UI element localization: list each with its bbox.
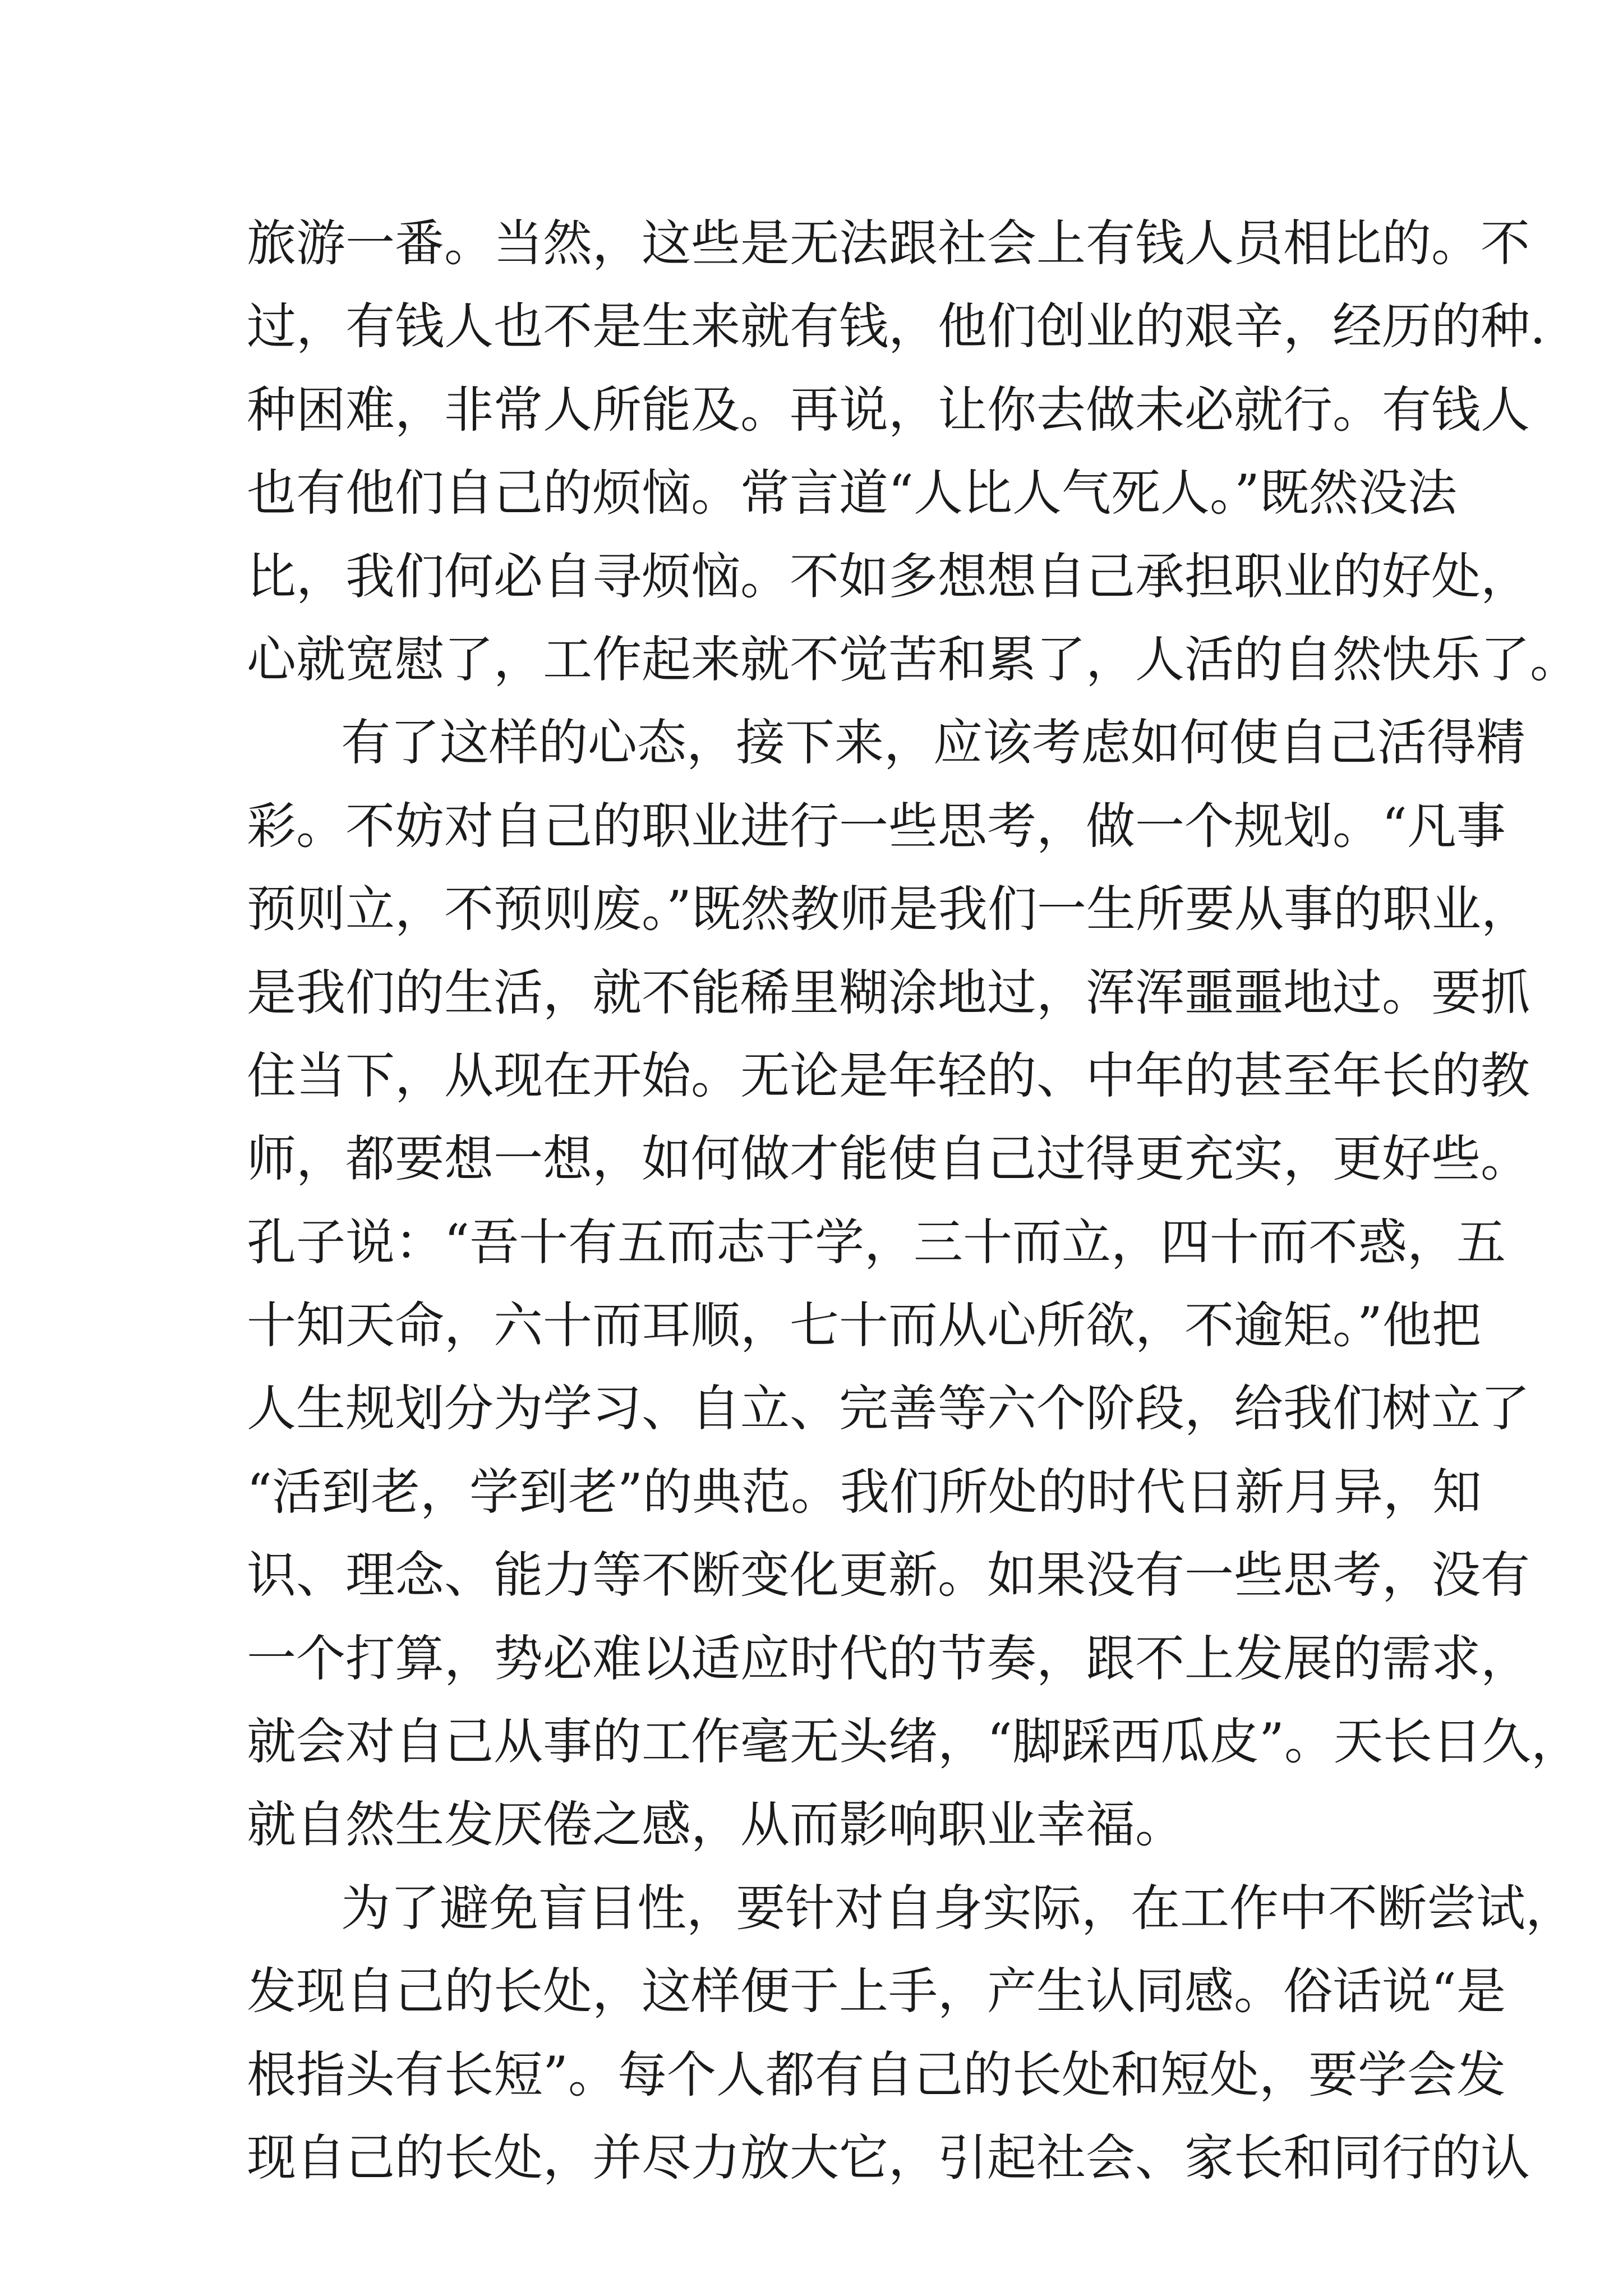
text-line: 住当下，从现在开始。无论是年轻的、中年的甚至年长的教 (247, 1046, 1530, 1105)
text-line: 是我们的生活，就不能稀里糊涂地过，浑浑噩噩地过。要抓 (247, 963, 1530, 1022)
text-line: 人生规划分为学习、自立、完善等六个阶段，给我们树立了 (247, 1379, 1530, 1438)
text-line: 发现自己的长处，这样便于上手，产生认同感。俗话说“是 (247, 1962, 1506, 2021)
text-line: 也有他们自己的烦恼。常言道“人比人气死人。”既然没法 (247, 464, 1457, 522)
text-line: 彩。不妨对自己的职业进行一些思考，做一个规划。“凡事 (247, 797, 1506, 855)
text-line: 十知天命，六十而耳顺，七十而从心所欲，不逾矩。”他把 (247, 1296, 1481, 1355)
text-line: 有了这样的心态，接下来，应该考虑如何使自己活得精 (341, 714, 1526, 772)
text-line: “活到老，学到老”的典范。我们所处的时代日新月异，知 (247, 1462, 1482, 1521)
text-line: 孔子说：“吾十有五而志于学，三十而立，四十而不惑，五 (247, 1213, 1506, 1271)
text-line: 种困难，非常人所能及。再说，让你去做未必就行。有钱人 (247, 380, 1530, 439)
text-line: 比，我们何必自寻烦恼。不如多想想自己承担职业的好处， (247, 547, 1530, 605)
text-line: 就会对自己从事的工作毫无头绪，“脚踩西瓜皮”。天长日久， (247, 1713, 1580, 1771)
text-line: 根指头有长短”。每个人都有自己的长处和短处，要学会发 (247, 2045, 1506, 2104)
text-line: 过，有钱人也不是生来就有钱，他们创业的艰辛，经历的种. (247, 297, 1546, 356)
text-line: 预则立，不预则废。”既然教师是我们一生所要从事的职业， (247, 880, 1530, 938)
text-line: 心就宽慰了，工作起来就不觉苦和累了，人活的自然快乐了。 (247, 630, 1580, 688)
text-line: 为了避免盲目性，要针对自身实际，在工作中不断尝试， (341, 1879, 1575, 1937)
text-line: 师，都要想一想，如何做才能使自己过得更充实，更好些。 (247, 1130, 1530, 1188)
text-line: 识、理念、能力等不断变化更新。如果没有一些思考，没有 (247, 1546, 1530, 1604)
text-line: 旅游一番。当然，这些是无法跟社会上有钱人员相比的。不 (247, 214, 1530, 272)
text-line: 现自己的长处，并尽力放大它，引起社会、家长和同行的认 (247, 2128, 1530, 2187)
body-text (247, 202, 1580, 2200)
text-line: 就自然生发厌倦之感，从而影响职业幸福。 (247, 1796, 1185, 1854)
text-line: 一个打算，势必难以适应时代的节奏，跟不上发展的需求， (247, 1629, 1530, 1687)
